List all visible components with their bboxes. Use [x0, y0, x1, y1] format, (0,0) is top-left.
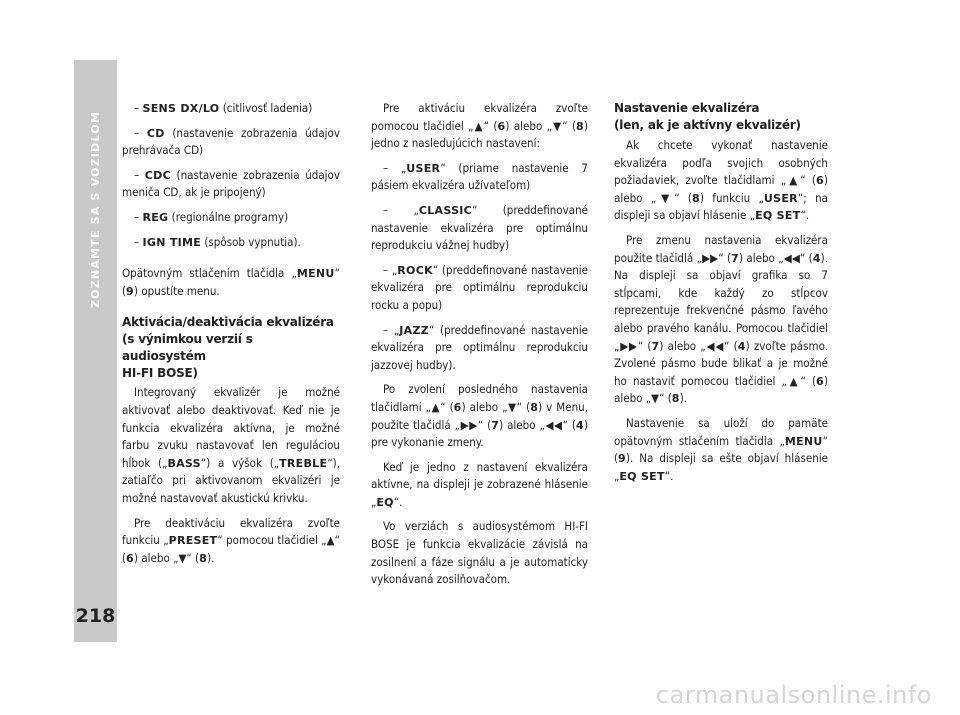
list-item-user: – „USER“ (priame nastavenie 7 pásiem ekvalizéra užívateľom): [371, 160, 588, 193]
text-column-2: [371, 100, 588, 589]
text-column-1: [122, 100, 340, 567]
page-number: 218: [75, 605, 116, 627]
paragraph-activation: Pre aktiváciu ekvalizéra zvoľte pomocou tlačidiel „▲“ (6) alebo „▼“ (8) jedno z nasledujúcich nastavení:: [371, 101, 588, 151]
list-item-cdc: – CDC (nastavenie zobrazenia údajov meniča CD, ak je pripojený): [122, 167, 340, 200]
text-column-3: [614, 100, 828, 485]
chapter-title: ZOZNÁMTE SA S VOZIDLOM: [89, 110, 102, 308]
list-item-jazz: – „JAZZ“ (preddefinované nastavenie ekvalizéra pre optimálnu reprodukciu jazzovej hudby).: [371, 322, 588, 372]
watermark: carmanualsonline.info: [655, 681, 932, 709]
list-item-rock: – „ROCK“ (preddefinované nastavenie ekvalizéra pre optimálnu reprodukciu rocku a popu): [371, 262, 588, 312]
section-heading-activation: Aktivácia/deaktivácia ekvalizéra (s výnimkou verzií s audiosystém HI-FI BOSE): [122, 315, 334, 381]
list-item-classic: – „CLASSIC“ (preddefinované nastavenie ekvalizéra pre optimálnu reprodukciu vážnej hudby): [371, 202, 588, 253]
paragraph-deactivation: Pre deaktiváciu ekvalizéra zvoľte funkciu „PRESET“ pomocou tlačidiel „▲“ (6) alebo „▼“ (8).: [122, 515, 340, 565]
paragraph-eq-message: Keď je jedno z nastavení ekvalizéra aktívne, na displeji je zobrazené hlásenie „EQ“.: [371, 459, 588, 509]
paragraph-change-setting: Po zvolení posledného nastavenia tlačidlami „▲“ (6) alebo „▼“ (8) v Menu, použite tlačidlá „▶▶“ (7) alebo „◀◀“ (4) pre vykonanie zmeny.: [371, 382, 588, 450]
list-item-ign-time: – IGN TIME (spôsob vypnutia).: [134, 234, 301, 249]
paragraph-band-setting: Pre zmenu nastavenia ekvalizéra použite tlačidlá „▶▶“ (7) alebo „◀◀“ (4). Na displeji sa objaví grafika so 7 stĺpcami, kde každý zo stĺpcov reprezentuje frekvenčné pásmo ľavého alebo pravého kanálu. Pomocou tlačidiel „▶▶“ (7) alebo „◀◀“ (4) zvoľte pásmo. Zvolené pásmo bude blikať a je možné ho nastaviť pomocou tlačidiel „▲“ (6) alebo „▼“ (8).: [614, 232, 828, 406]
list-item-cd: – CD (nastavenie zobrazenia údajov prehrávača CD): [122, 125, 340, 158]
paragraph-user-setting: Ak chcete vykonať nastavenie ekvalizéra podľa svojich osobných požiadaviek, zvoľte tlačidlami „▲“ (6) alebo „▼“ (8) funkciu „USER“; na displeji sa objaví hlásenie „EQ SET“.: [614, 138, 828, 223]
paragraph-bose: Vo verziách s audiosystémom HI-FI BOSE je funkcia ekvalizácie závislá na zosilnení a fáze signálu a je automaticky vykonávaná zosilňovačom.: [371, 519, 588, 587]
section-heading-setting: Nastavenie ekvalizéra (len, ak je aktívny ekvalizér): [614, 101, 801, 132]
chapter-sidebar: [74, 60, 117, 642]
list-item-sens: – SENS DX/LO (citlivosť ladenia): [134, 101, 313, 115]
paragraph-menu-exit: Opätovným stlačením tlačidla „MENU“ (9) opustíte menu.: [122, 266, 340, 298]
paragraph-equalizer-intro: Integrovaný ekvalizér je možné aktivovať alebo deaktivovať. Keď nie je funkcia ekvalizéra aktívna, je možné farbu zvuku nastavovať len reguláciou hĺbok („BASS“) a výšok („TREBLE“), zatiaľčo pri aktivovanom ekvalizéri je možné nastavovať akustickú krivku.: [122, 385, 340, 505]
paragraph-save-setting: Nastavenie sa uloží do pamäte opätovným stlačením tlačidla „MENU“ (9). Na displeji sa ešte objaví hlásenie „EQ SET“.: [614, 415, 828, 483]
list-item-reg: – REG (regionálne programy): [134, 209, 289, 224]
